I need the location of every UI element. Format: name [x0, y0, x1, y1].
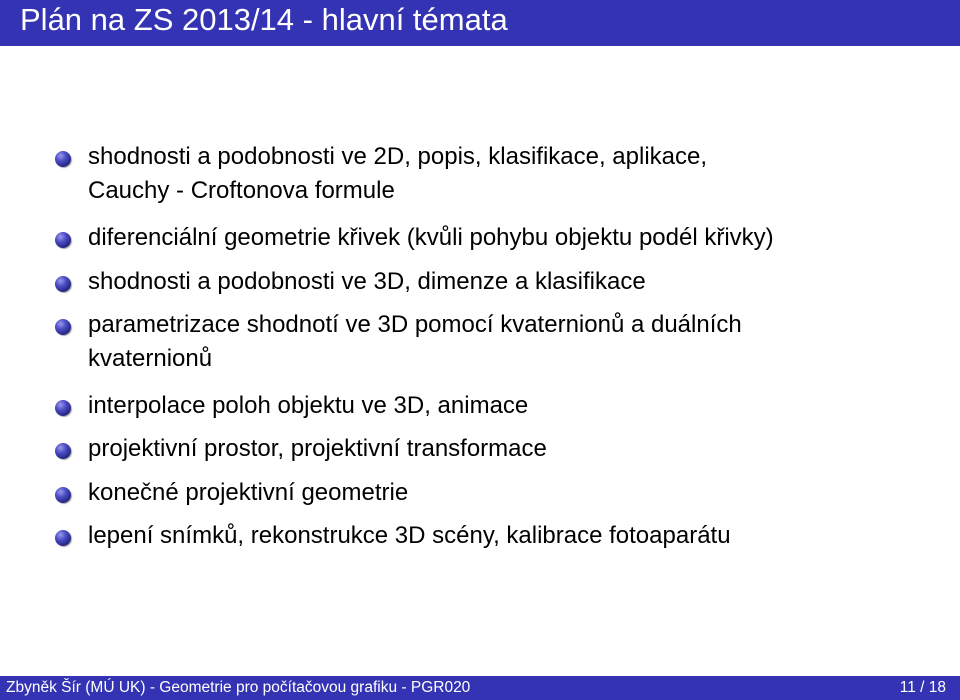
bullet-icon: [55, 276, 71, 292]
bullet-line: konečné projektivní geometrie: [88, 479, 409, 506]
bullet-line: shodnosti a podobnosti ve 2D, popis, klasifikace, aplikace,: [88, 143, 708, 170]
bullet-line: shodnosti a podobnosti ve 3D, dimenze a klasifikace: [88, 268, 646, 295]
bullet-line: Cauchy - Croftonova formule: [88, 177, 395, 204]
page-number: 11 / 18: [899, 679, 946, 696]
bullet-line: projektivní prostor, projektivní transformace: [88, 435, 547, 462]
bullet-text: [88, 519, 928, 553]
footer-bar: [0, 676, 960, 700]
bullet-icon: [55, 400, 71, 416]
bullet-line: lepení snímků, rekonstrukce 3D scény, kalibrace fotoaparátu: [88, 522, 731, 549]
bullet-icon: [55, 487, 71, 503]
bullet-text: [88, 140, 928, 208]
bullet-icon: [55, 443, 71, 459]
bullet-line: interpolace poloh objektu ve 3D, animace: [88, 392, 529, 419]
bullet-text: [88, 221, 928, 255]
bullet-icon: [55, 530, 71, 546]
bullet-text: [88, 476, 928, 510]
bullet-text: [88, 308, 928, 376]
bullet-line: parametrizace shodnotí ve 3D pomocí kvaternionů a duálních: [88, 311, 742, 338]
bullet-text: [88, 389, 928, 423]
bullet-text: [88, 265, 928, 299]
bullet-icon: [55, 232, 71, 248]
bullet-icon: [55, 151, 71, 167]
bullet-icon: [55, 319, 71, 335]
slide-title: Plán na ZS 2013/14 - hlavní témata: [20, 2, 508, 37]
footer-author-course: Zbyněk Šír (MÚ UK) - Geometrie pro počítačovou grafiku - PGR020: [6, 679, 471, 696]
bullet-text: [88, 432, 928, 466]
bullet-line: diferenciální geometrie křivek (kvůli pohybu objektu podél křivky): [88, 224, 774, 251]
bullet-line: kvaternionů: [88, 345, 213, 372]
